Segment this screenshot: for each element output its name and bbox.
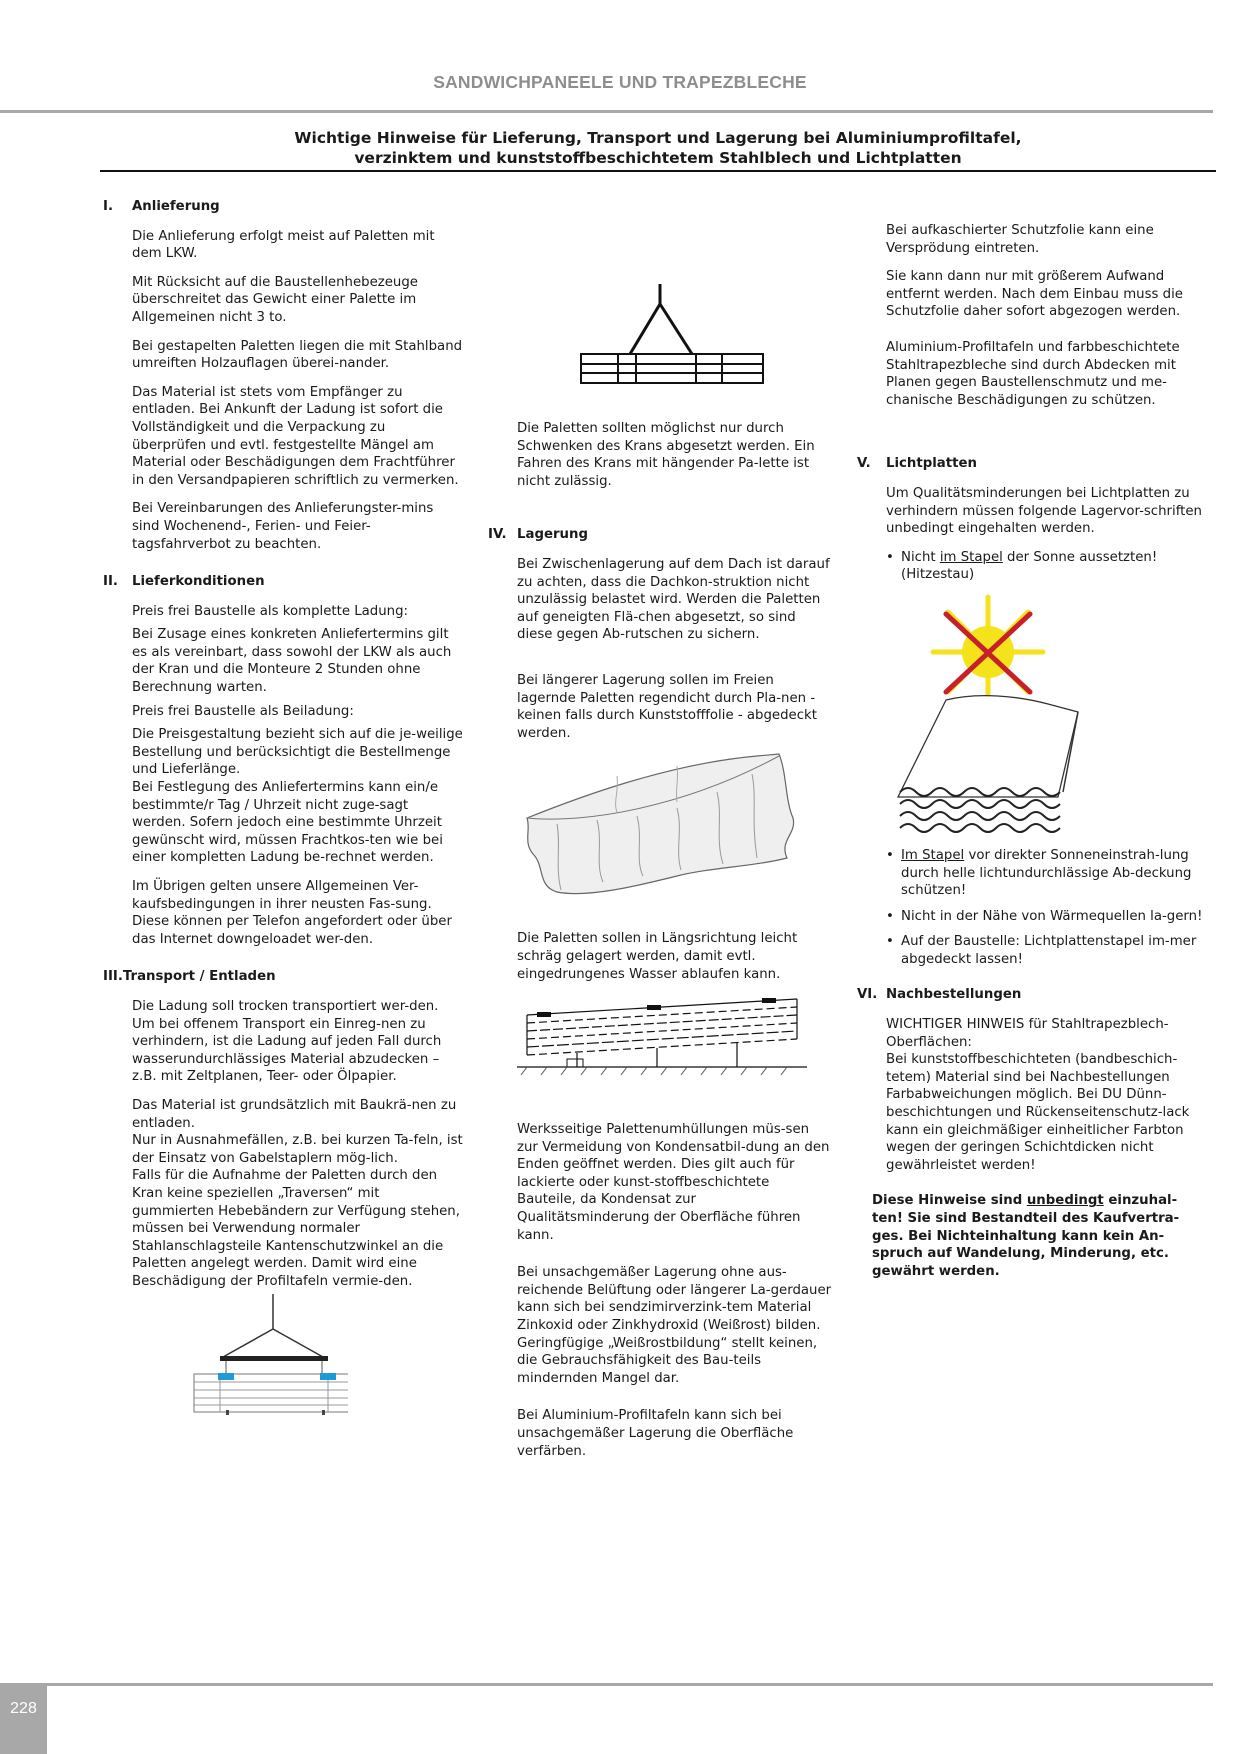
title-rule (100, 170, 1216, 172)
paragraph: Bei unsachgemäßer Lagerung ohne aus-reichende Belüftung oder längerer La-gerdauer kann sich bei sendzimirverzink-tem Material Zinkoxid oder Zinkhydroxid (Weißrost) bilden. (517, 1265, 832, 1334)
column-3 (857, 222, 1213, 1280)
section-heading-3: III.Transport / Entladen (103, 969, 276, 985)
running-header: SANDWICHPANEELE UND TRAPEZBLECHE (433, 72, 807, 92)
important-note: Diese Hinweise sind unbedingt einzuhal-ten! Sie sind Bestandteil des Kaufvertra-ges. Bei Nichteinhaltung kann kein An-spruch auf Wandelung, Minderung, etc. gewährt werden. (872, 1193, 1180, 1279)
paragraph: Die Anlieferung erfolgt meist auf Paletten mit dem LKW. (132, 228, 435, 262)
paragraph: Die Paletten sollten möglichst nur durch Schwenken des Krans abgesetzt werden. Ein Fahren des Krans mit hängender Pa-lette ist nicht zulässig. (517, 421, 815, 489)
paragraph: Um Qualitätsminderungen bei Lichtplatten zu verhindern müssen folgende Lagervor-schriften unbedingt eingehalten werden. (886, 485, 1202, 537)
section-heading-1: I. Anlieferung (103, 199, 220, 214)
paragraph: Bei aufkaschierter Schutzfolie kann eine Versprödung eintreten. (886, 223, 1154, 256)
bullet-item: • Im Stapel vor direkter Sonneneinstrah-lung durch helle lichtundurchlässige Ab-deckung schützen! (886, 847, 1213, 900)
paragraph: Werksseitige Palettenumhüllungen müs-sen zur Vermeidung von Kondensatbil-dung an den Enden geöffnet werden. Dies gilt auch für lackierte oder kunst-stoffbeschichtete Bauteile, da Kondensat zur Qualitätsminderung der Oberfläche führen kann. (517, 1122, 830, 1243)
document-title-line1: Wichtige Hinweise für Lieferung, Transport und Lagerung bei Aluminiumprofiltafel, (294, 129, 1022, 147)
crane-pallet-illustration (578, 284, 778, 394)
sun-on-stack-illustration (888, 592, 1088, 837)
paragraph: Preis frei Baustelle als Beiladung: (132, 703, 354, 719)
section-heading-5: V. Lichtplatten (857, 456, 977, 472)
paragraph: Bei gestapelten Paletten liegen die mit Stahlband umreiften Holzauflagen überei-nander. (132, 338, 463, 372)
header-rule (0, 110, 1213, 113)
paragraph: WICHTIGER HINWEIS für Stahltrapezblech-Oberflächen: (886, 1017, 1169, 1050)
section-heading-4: IV. Lagerung (488, 527, 588, 543)
column-2 (488, 198, 832, 1471)
bullet-item: • Nicht in der Nähe von Wärmequellen la-gern! (886, 908, 1213, 926)
paragraph: Die Paletten sollen in Längsrichtung leicht schräg gelagert werden, damit evtl. eingedrungenes Wasser ablaufen kann. (517, 931, 798, 982)
paragraph: Im Übrigen gelten unsere Allgemeinen Ver-kaufsbedingungen in ihrer neusten Fas-sung. Diese können per Telefon angefordert oder über das Internet downgeloadet wer-den. (132, 879, 452, 947)
paragraph: Bei Aluminium-Profiltafeln kann sich bei unsachgemäßer Lagerung die Oberfläche verfärben. (517, 1408, 794, 1459)
paragraph: Bei Zusage eines konkreten Anliefertermins gilt es als vereinbart, dass sowohl der LKW als auch der Kran und die Monteure 2 Stunden ohne Berechnung warten. (132, 627, 452, 696)
covered-pallet-illustration (517, 746, 817, 916)
paragraph: Bei längerer Lagerung sollen im Freien lagernde Paletten regendicht durch Pla-nen - keinen falls durch Kunststofffolie - abgedeckt werden. (517, 672, 817, 741)
paragraph: Preis frei Baustelle als komplette Ladung: (132, 603, 408, 619)
inclined-storage-illustration (517, 993, 807, 1083)
crane-traverse-illustration (148, 1294, 348, 1429)
paragraph: Nur in Ausnahmefällen, z.B. bei kurzen Ta-feln, ist der Einsatz von Gabelstaplern mög-lich. (132, 1133, 463, 1166)
bullet-item: • Nicht im Stapel der Sonne aussetzten! (Hitzestau) (886, 549, 1213, 584)
page-number: 228 (0, 1683, 47, 1754)
paragraph: Sie kann dann nur mit größerem Aufwand entfernt werden. Nach dem Einbau muss die Schutzfolie daher sofort abgezogen werden. (886, 269, 1183, 320)
paragraph: Bei Festlegung des Anliefertermins kann ein/e bestimmte/r Tag / Uhrzeit nicht zuge-sagt werden. Sofern jedoch eine bestimmte Uhrzeit gewünscht wird, müssen Frachtkos-ten wie bei einer kompletten Ladung be-rechnet werden. (132, 780, 443, 866)
column-1 (103, 198, 463, 1429)
paragraph: Bei Zwischenlagerung auf dem Dach ist darauf zu achten, dass die Dachkon-struktion nicht unzulässig belastet wird. Werden die Paletten auf geneigten Flä-chen abgesetzt, so sind diese gegen Ab-rutschen zu sichern. (517, 556, 830, 643)
paragraph: Falls für die Aufnahme der Paletten durch den Kran keine speziellen „Traversen“ mit gummierten Hebebändern zur Verfügung stehen, müssen bei Verwendung normaler Stahlanschlagsteile Kantenschutzwinkel an die Paletten angelegt werden. Damit wird eine Beschädigung der Profiltafeln vermie-den. (132, 1168, 460, 1289)
section-heading-2: II. Lieferkonditionen (103, 574, 265, 590)
document-title (100, 128, 1216, 168)
footer-rule (0, 1683, 1213, 1686)
bullet-item: • Auf der Baustelle: Lichtplattenstapel im-mer abgedeckt lassen! (886, 933, 1213, 968)
paragraph: Aluminium-Profiltafeln und farbbeschichtete Stahltrapezbleche sind durch Abdecken mit Planen gegen Baustellenschmutz und me-chanische Beschädigungen zu schützen. (886, 339, 1180, 408)
paragraph: Die Preisgestaltung bezieht sich auf die je-weilige Bestellung und berücksichtigt die Bestellmenge und Lieferlänge. (132, 727, 463, 778)
paragraph: Die Ladung soll trocken transportiert wer-den. Um bei offenem Transport ein Einreg-nen zu verhindern, ist die Ladung auf jeden Fall durch wasserundurchlässiges Material abzudecken – z.B. mit Zeltplanen, Teer- oder Ölpapier. (132, 998, 442, 1085)
paragraph: Bei kunststoffbeschichteten (bandbeschich-tetem) Material sind bei Nachbestellungen Farbabweichungen möglich. Bei DU Dünn-beschichtungen und Rückenseitenschutz-lack kann ein gleichmäßiger einheitlicher Farbton wegen der geringen Schichtdicken nicht gewährleistet werden! (886, 1052, 1190, 1173)
section-heading-6: VI. Nachbestellungen (857, 987, 1022, 1003)
paragraph: Das Material ist grundsätzlich mit Baukrä-nen zu entladen. (132, 1097, 457, 1131)
paragraph: Mit Rücksicht auf die Baustellenhebezeuge überschreitet das Gewicht einer Palette im Allgemeinen nicht 3 to. (132, 274, 418, 325)
document-title-line2: verzinktem und kunststoffbeschichtetem Stahlblech und Lichtplatten (354, 149, 962, 167)
paragraph: Geringfügige „Weißrostbildung“ stellt keinen, die Gebrauchsfähigkeit des Bau-teils mindernden Mangel dar. (517, 1335, 818, 1386)
paragraph: Das Material ist stets vom Empfänger zu entladen. Bei Ankunft der Ladung ist sofort die Vollständigkeit und die Verpackung zu überprüfen und evtl. festgestellte Mängel am Material oder Beschädigungen dem Frachtführer in den Versandpapieren schriftlich zu vermerken. (132, 384, 459, 488)
paragraph: Bei Vereinbarungen des Anlieferungster-mins sind Wochenend-, Ferien- und Feier-tagsfahrverbot zu beachten. (132, 501, 434, 552)
